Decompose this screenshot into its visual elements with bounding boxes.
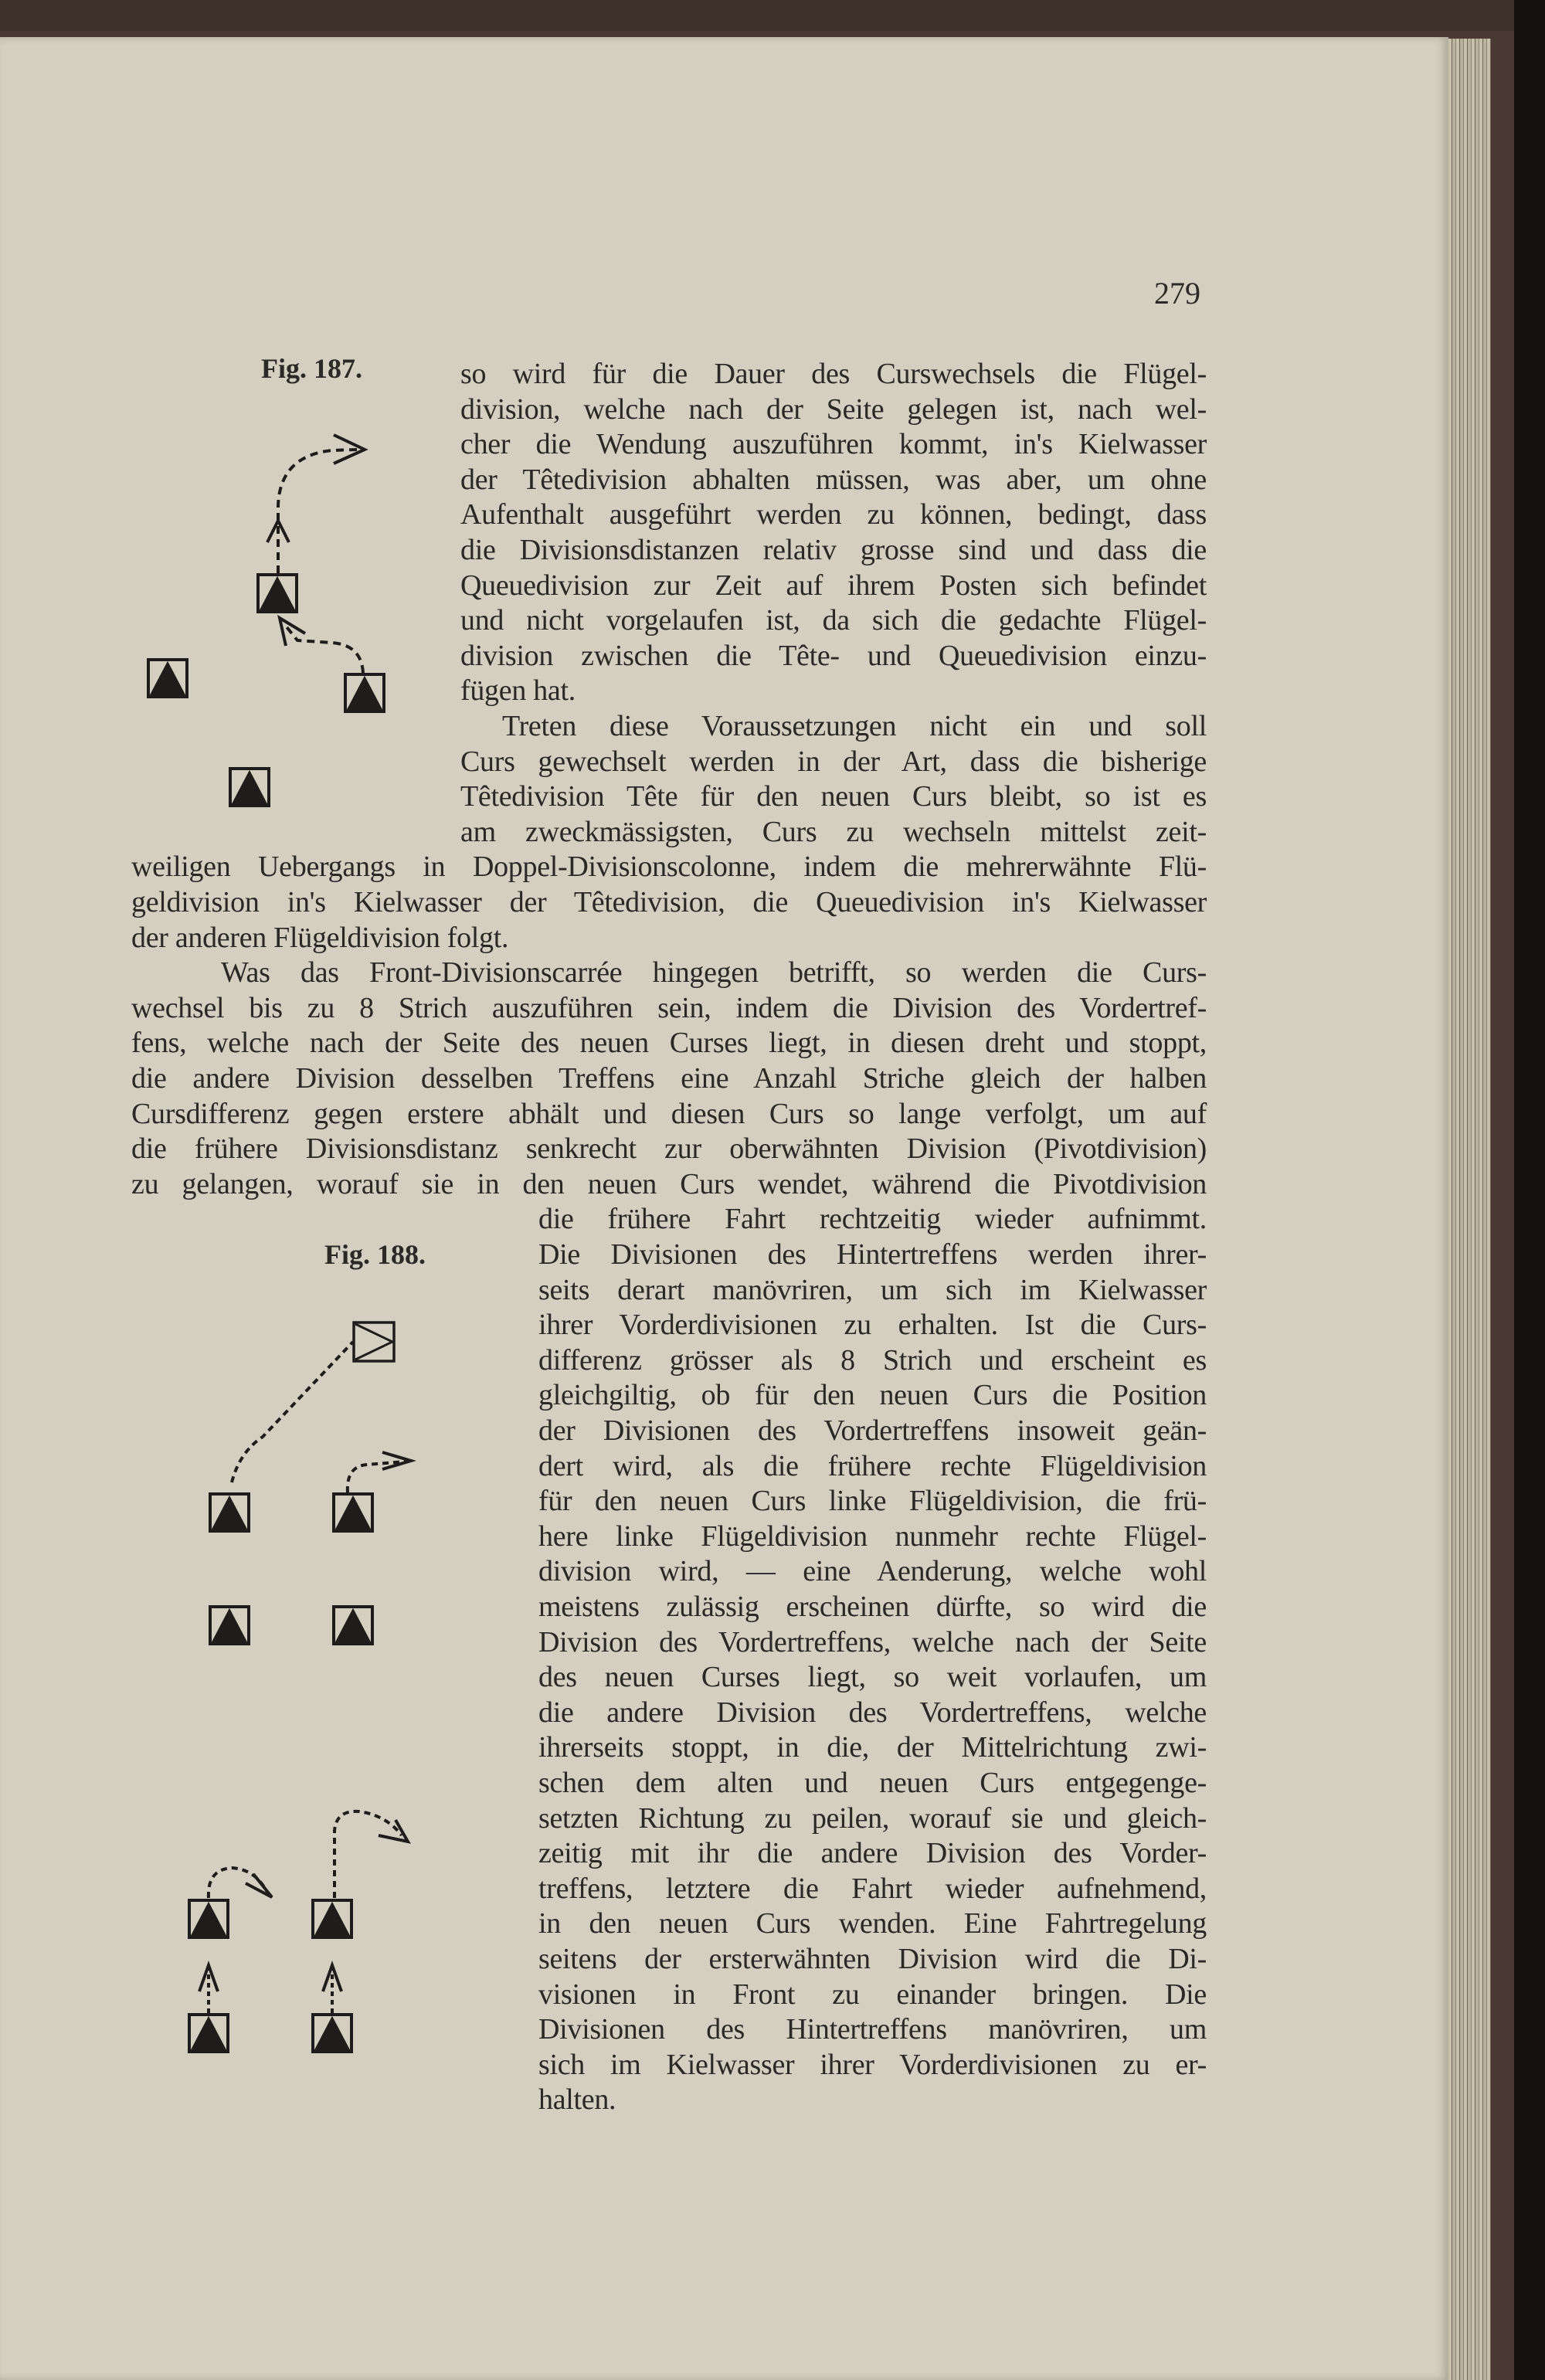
text-line: ihrerseits stoppt, in die, der Mittelrichtung zwi- (538, 1731, 1207, 1764)
text-line: Division des Vordertreffens, welche nach der Seite (538, 1625, 1207, 1659)
page-stack-edge (1445, 39, 1491, 2380)
text-line: und nicht vorgelaufen ist, da sich die gedachte Flügel- (460, 604, 1207, 637)
text-line: fügen hat. (460, 674, 576, 708)
text-line: zeitig mit ihr die andere Division des Vorder- (538, 1837, 1207, 1870)
book-cover-top-edge (0, 0, 1514, 31)
text-line: Cursdifferenz gegen erstere abhält und diesen Curs so lange verfolgt, um auf (131, 1097, 1207, 1130)
text-line: seitens der ersterwähnten Division wird die Di- (538, 1943, 1207, 1975)
text-line: halten. (538, 2083, 616, 2117)
text-line: setzten Richtung zu peilen, worauf sie und gleich- (538, 1801, 1207, 1835)
text-line: Queuedivision zur Zeit auf ihrem Posten sich befindet (460, 569, 1207, 602)
text-line: fens, welche nach der Seite des neuen Curses liegt, in diesen dreht und stoppt, (131, 1027, 1207, 1060)
text-line: für den neuen Curs linke Flügeldivision, die frü- (538, 1485, 1207, 1518)
text-line: Aufenthalt ausgeführt werden zu können, bedingt, dass (460, 498, 1207, 531)
text-line: Divisionen des Hintertreffens manövriren, um (538, 2013, 1207, 2046)
text-line: Curs gewechselt werden in der Art, dass die bisherige (460, 745, 1207, 778)
text-line: Was das Front-Divisionscarrée hingegen betrifft, so werden die Curs- (221, 956, 1207, 990)
text-line: der anderen Flügeldivision folgt. (131, 921, 509, 954)
text-line: geldivision in's Kielwasser der Têtedivision, die Queuedivision in's Kielwasser (131, 886, 1207, 918)
text-line: here linke Flügeldivision nunmehr rechte Flügel- (538, 1519, 1207, 1553)
text-line: die frühere Fahrt rechtzeitig wieder aufnimmt. (538, 1203, 1207, 1236)
text-line: der Divisionen des Vordertreffens insoweit geän- (538, 1414, 1207, 1447)
text-line: die andere Division desselben Treffens eine Anzahl Striche gleich der halben (131, 1062, 1207, 1095)
page-number: 279 (1154, 276, 1200, 311)
text-line: zu gelangen, worauf sie in den neuen Curs wendet, während die Pivotdivision (131, 1167, 1207, 1200)
text-line: meistens zulässig erscheinen dürfte, so wird die (538, 1591, 1207, 1623)
text-line: weiligen Uebergangs in Doppel-Divisionscolonne, indem die mehrerwähnte Flü- (131, 850, 1207, 884)
text-line: wechsel bis zu 8 Strich auszuführen sein, indem die Division des Vordertref- (131, 991, 1207, 1024)
text-line: seits derart manövriren, um sich im Kielwasser (538, 1273, 1207, 1306)
text-line: Treten diese Voraussetzungen nicht ein und soll (502, 710, 1207, 742)
text-line: differenz grösser als 8 Strich und erscheint es (538, 1343, 1207, 1377)
text-line: die andere Division des Vordertreffens, welche (538, 1696, 1207, 1729)
figure-187-label: Fig. 187. (261, 353, 362, 384)
text-line: division, welche nach der Seite gelegen ist, nach wel- (460, 392, 1207, 426)
text-line: sich im Kielwasser ihrer Vorderdivisionen zu er- (538, 2048, 1207, 2081)
text-line: dert wird, als die frühere rechte Flügeldivision (538, 1449, 1207, 1482)
text-line: des neuen Curses liegt, so weit vorlaufen, um (538, 1661, 1207, 1694)
text-line: Têtedivision Tête für den neuen Curs bleibt, so ist es (460, 780, 1207, 813)
text-line: division wird, — eine Aenderung, welche wohl (538, 1555, 1207, 1588)
text-line: schen dem alten und neuen Curs entgegenge- (538, 1767, 1207, 1799)
text-line: gleichgiltig, ob für den neuen Curs die Position (538, 1379, 1207, 1412)
text-line: treffens, letztere die Fahrt wieder aufnehmend, (538, 1872, 1207, 1905)
text-line: visionen in Front zu einander bringen. Die (538, 1978, 1207, 2011)
text-line: division zwischen die Tête- und Queuedivision einzu- (460, 639, 1207, 672)
text-line: ihrer Vorderdivisionen zu erhalten. Ist die Curs- (538, 1309, 1207, 1342)
figure-188-label: Fig. 188. (324, 1239, 426, 1270)
text-line: in den neuen Curs wenden. Eine Fahrtregelung (538, 1907, 1207, 1940)
text-line: am zweckmässigsten, Curs zu wechseln mittelst zeit- (460, 815, 1207, 848)
text-line: Die Divisionen des Hintertreffens werden ihrer- (538, 1238, 1207, 1271)
text-line: cher die Wendung auszuführen kommt, in's Kielwasser (460, 428, 1207, 461)
text-line: so wird für die Dauer des Curswechsels die Flügel- (460, 358, 1207, 390)
text-line: die frühere Divisionsdistanz senkrecht zur oberwähnten Division (Pivotdivision) (131, 1132, 1207, 1166)
text-line: der Têtedivision abhalten müssen, was aber, um ohne (460, 463, 1207, 496)
text-line: die Divisionsdistanzen relativ grosse sind und dass die (460, 534, 1207, 566)
